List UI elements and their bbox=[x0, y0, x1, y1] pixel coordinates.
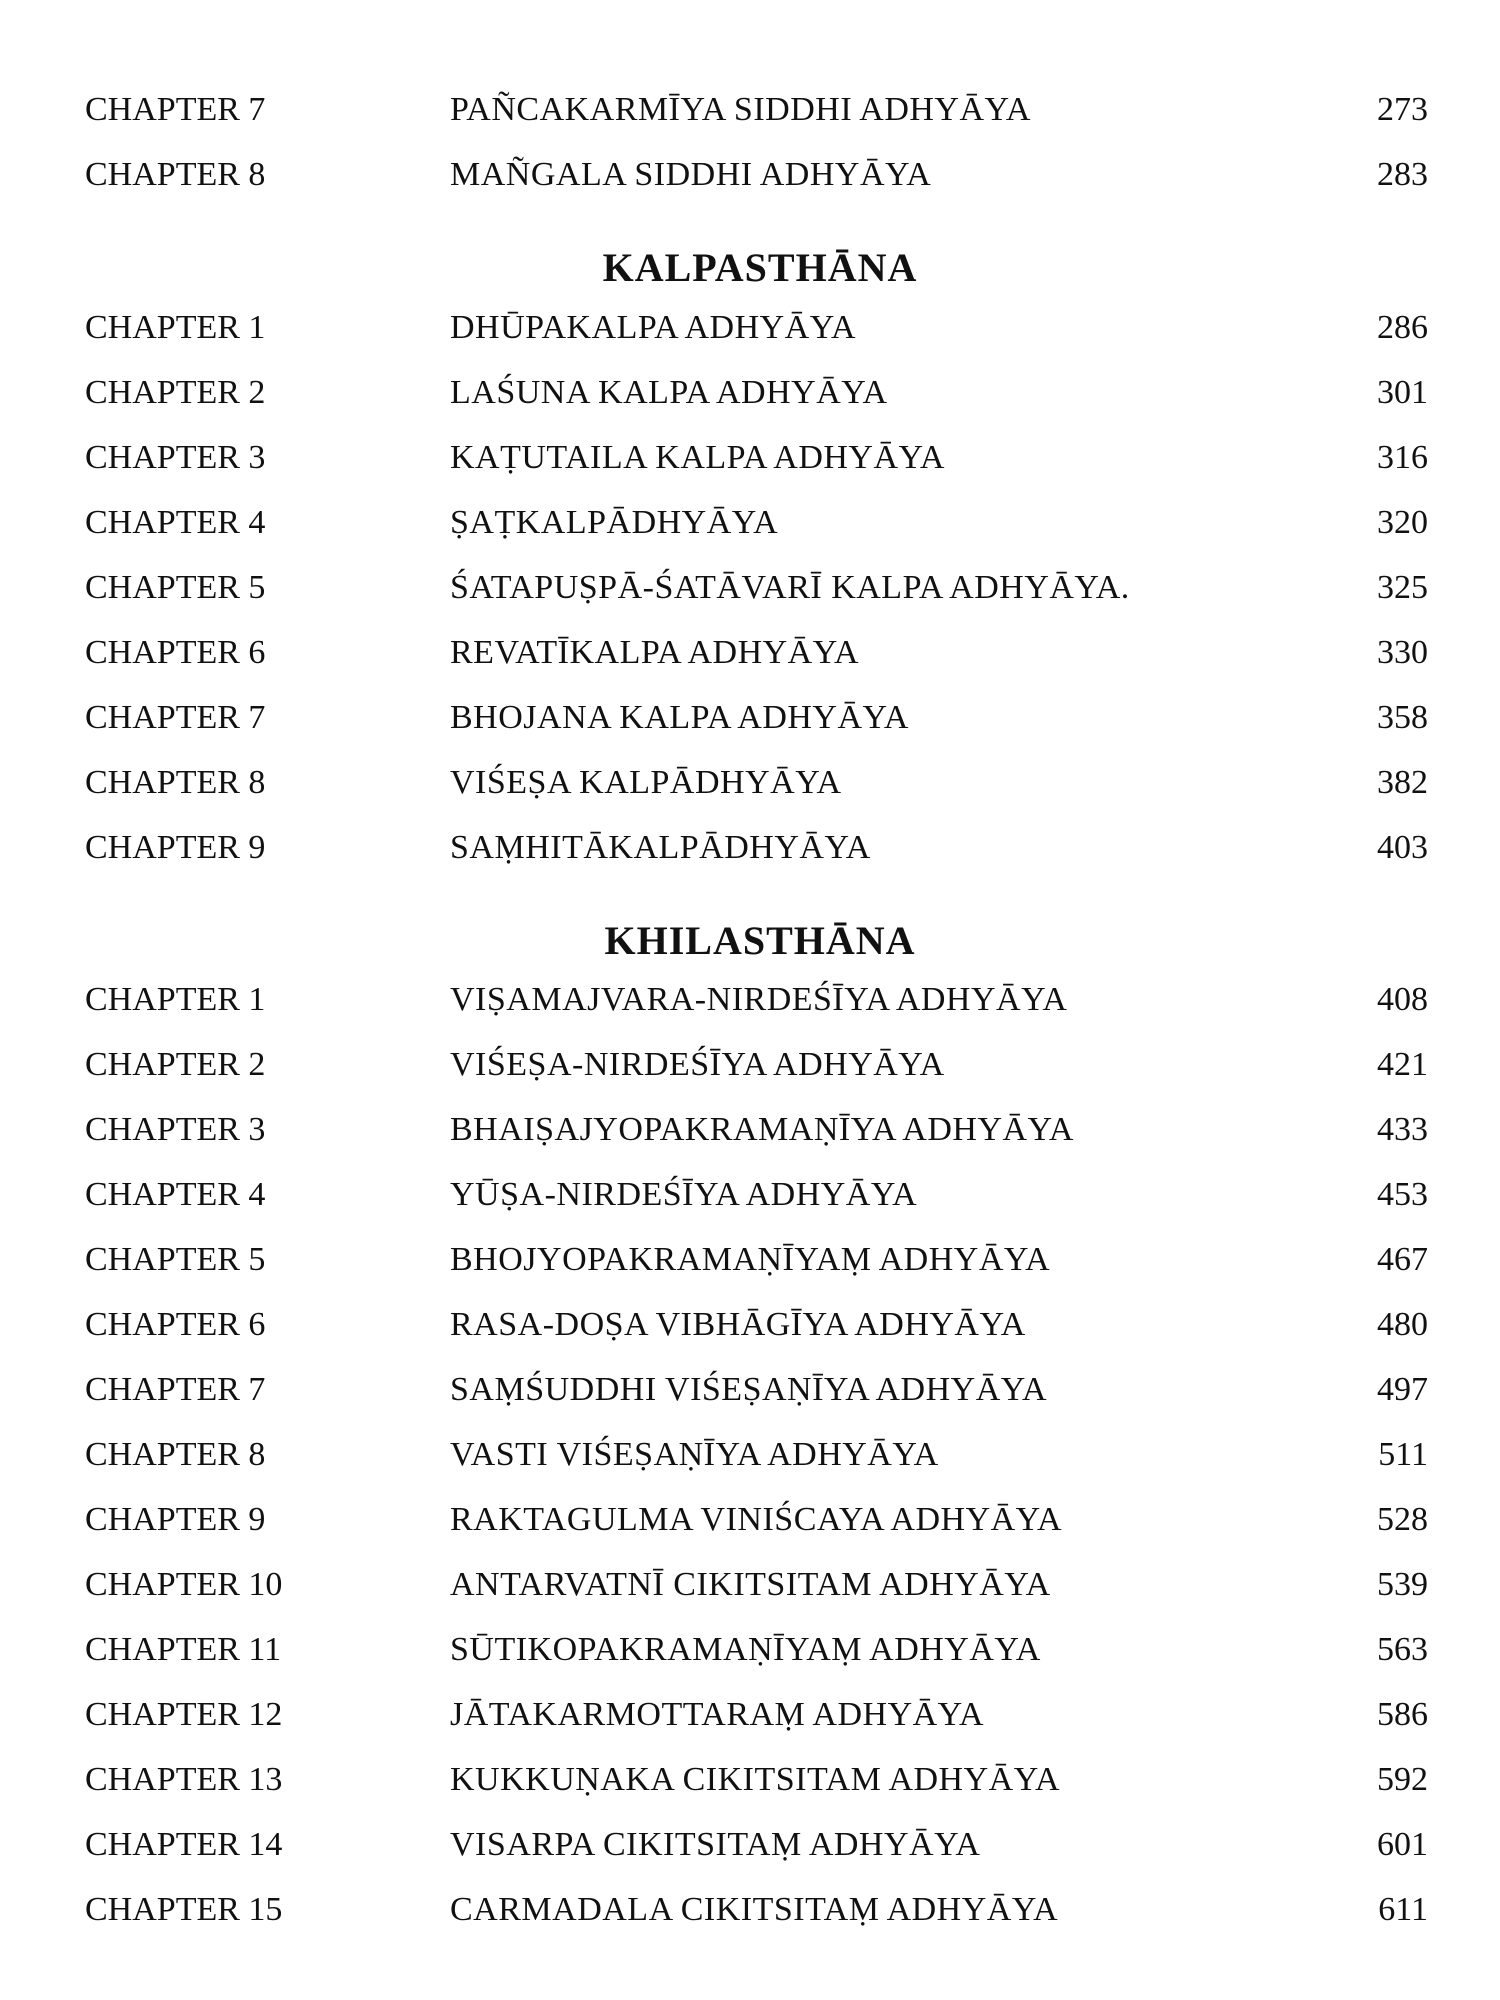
toc-row bbox=[0, 1815, 1500, 1875]
chapter-number: CHAPTER 8 bbox=[85, 1436, 266, 1473]
chapter-number: CHAPTER 4 bbox=[85, 504, 266, 541]
chapter-number: CHAPTER 6 bbox=[85, 634, 266, 671]
chapter-number: CHAPTER 12 bbox=[85, 1696, 283, 1733]
chapter-title: SAṂHITĀKALPĀDHYĀYA bbox=[450, 829, 871, 866]
toc-row bbox=[0, 623, 1500, 683]
chapter-title: BHOJANA KALPA ADHYĀYA bbox=[450, 699, 909, 736]
page-number: 316 bbox=[1377, 439, 1428, 476]
chapter-number: CHAPTER 5 bbox=[85, 1241, 266, 1278]
toc-row bbox=[0, 428, 1500, 488]
chapter-title: CARMADALA CIKITSITAṂ ADHYĀYA bbox=[450, 1891, 1059, 1928]
chapter-title: MAÑGALA SIDDHI ADHYĀYA bbox=[450, 156, 932, 193]
chapter-title: KAṬUTAILA KALPA ADHYĀYA bbox=[450, 439, 945, 476]
section-heading-khilasthana: KHILASTHĀNA bbox=[604, 918, 916, 963]
page-number: 467 bbox=[1377, 1241, 1428, 1278]
chapter-number: CHAPTER 4 bbox=[85, 1176, 266, 1213]
page-number: 403 bbox=[1377, 829, 1428, 866]
chapter-title: BHOJYOPAKRAMAṆĪYAṂ ADHYĀYA bbox=[450, 1241, 1051, 1278]
chapter-title: RAKTAGULMA VINIŚCAYA ADHYĀYA bbox=[450, 1501, 1063, 1538]
toc-row bbox=[0, 1360, 1500, 1420]
page-number: 283 bbox=[1377, 156, 1428, 193]
page-number: 320 bbox=[1377, 504, 1428, 541]
toc-row bbox=[0, 298, 1500, 358]
toc-row bbox=[0, 1100, 1500, 1160]
page-number: 325 bbox=[1377, 569, 1428, 606]
page-number: 563 bbox=[1377, 1631, 1428, 1668]
chapter-title: PAÑCAKARMĪYA SIDDHI ADHYĀYA bbox=[450, 91, 1031, 128]
page-number: 453 bbox=[1377, 1176, 1428, 1213]
toc-row bbox=[0, 1230, 1500, 1290]
page-number: 382 bbox=[1377, 764, 1428, 801]
page-number: 539 bbox=[1377, 1566, 1428, 1603]
page-number: 273 bbox=[1377, 91, 1428, 128]
chapter-number: CHAPTER 9 bbox=[85, 829, 266, 866]
chapter-title: RASA-DOṢA VIBHĀGĪYA ADHYĀYA bbox=[450, 1306, 1026, 1343]
page-number: 497 bbox=[1377, 1371, 1428, 1408]
chapter-title: ṢAṬKALPĀDHYĀYA bbox=[450, 504, 779, 541]
page-number: 286 bbox=[1377, 309, 1428, 346]
chapter-number: CHAPTER 8 bbox=[85, 764, 266, 801]
toc-row bbox=[0, 753, 1500, 813]
toc-row bbox=[0, 1490, 1500, 1550]
chapter-title: SŪTIKOPAKRAMAṆĪYAṂ ADHYĀYA bbox=[450, 1631, 1041, 1668]
page-number: 611 bbox=[1378, 1891, 1428, 1928]
chapter-number: CHAPTER 3 bbox=[85, 439, 266, 476]
toc-row bbox=[0, 818, 1500, 878]
toc-row bbox=[0, 363, 1500, 423]
page-number: 301 bbox=[1377, 374, 1428, 411]
chapter-number: CHAPTER 7 bbox=[85, 1371, 266, 1408]
chapter-title: VIŚEṢA KALPĀDHYĀYA bbox=[450, 764, 842, 801]
chapter-number: CHAPTER 5 bbox=[85, 569, 266, 606]
page-number: 330 bbox=[1377, 634, 1428, 671]
chapter-number: CHAPTER 13 bbox=[85, 1761, 283, 1798]
toc-row bbox=[0, 1555, 1500, 1615]
toc-row bbox=[0, 558, 1500, 618]
toc-row bbox=[0, 493, 1500, 553]
toc-row bbox=[0, 1685, 1500, 1745]
chapter-title: LAŚUNA KALPA ADHYĀYA bbox=[450, 374, 888, 411]
toc-row bbox=[0, 1295, 1500, 1355]
chapter-number: CHAPTER 1 bbox=[85, 309, 266, 346]
page-number: 601 bbox=[1377, 1826, 1428, 1863]
page-number: 528 bbox=[1377, 1501, 1428, 1538]
page-number: 511 bbox=[1378, 1436, 1428, 1473]
chapter-title: DHŪPAKALPA ADHYĀYA bbox=[450, 309, 857, 346]
chapter-title: VASTI VIŚEṢAṆĪYA ADHYĀYA bbox=[450, 1436, 939, 1473]
toc-row bbox=[0, 80, 1500, 140]
chapter-number: CHAPTER 10 bbox=[85, 1566, 283, 1603]
chapter-number: CHAPTER 8 bbox=[85, 156, 266, 193]
chapter-title: SAṂŚUDDHI VIŚEṢAṆĪYA ADHYĀYA bbox=[450, 1371, 1048, 1408]
chapter-number: CHAPTER 11 bbox=[85, 1631, 282, 1668]
chapter-number: CHAPTER 9 bbox=[85, 1501, 266, 1538]
chapter-number: CHAPTER 7 bbox=[85, 699, 266, 736]
chapter-title: VISARPA CIKITSITAṂ ADHYĀYA bbox=[450, 1826, 981, 1863]
page-number: 421 bbox=[1377, 1046, 1428, 1083]
page-number: 586 bbox=[1377, 1696, 1428, 1733]
toc-row bbox=[0, 1750, 1500, 1810]
chapter-number: CHAPTER 1 bbox=[85, 981, 266, 1018]
chapter-title: VIṢAMAJVARA-NIRDEŚĪYA ADHYĀYA bbox=[450, 981, 1068, 1018]
chapter-title: REVATĪKALPA ADHYĀYA bbox=[450, 634, 860, 671]
chapter-title: ANTARVATNĪ CIKITSITAM ADHYĀYA bbox=[450, 1566, 1051, 1603]
chapter-title: ŚATAPUṢPĀ-ŚATĀVARĪ KALPA ADHYĀYA. bbox=[450, 569, 1130, 606]
chapter-number: CHAPTER 6 bbox=[85, 1306, 266, 1343]
chapter-number: CHAPTER 14 bbox=[85, 1826, 283, 1863]
toc-row bbox=[0, 145, 1500, 205]
toc-row bbox=[0, 1880, 1500, 1940]
toc-row bbox=[0, 1620, 1500, 1680]
page-number: 358 bbox=[1377, 699, 1428, 736]
toc-row bbox=[0, 970, 1500, 1030]
chapter-title: BHAIṢAJYOPAKRAMAṆĪYA ADHYĀYA bbox=[450, 1111, 1074, 1148]
page-number: 592 bbox=[1377, 1761, 1428, 1798]
chapter-title: YŪṢA-NIRDEŚĪYA ADHYĀYA bbox=[450, 1176, 918, 1213]
section-heading-kalpasthana: KALPASTHĀNA bbox=[602, 245, 918, 290]
chapter-title: KUKKUṆAKA CIKITSITAM ADHYĀYA bbox=[450, 1761, 1061, 1798]
toc-row bbox=[0, 1165, 1500, 1225]
page-number: 480 bbox=[1377, 1306, 1428, 1343]
chapter-number: CHAPTER 2 bbox=[85, 374, 266, 411]
chapter-number: CHAPTER 2 bbox=[85, 1046, 266, 1083]
chapter-number: CHAPTER 15 bbox=[85, 1891, 283, 1928]
chapter-number: CHAPTER 3 bbox=[85, 1111, 266, 1148]
chapter-title: VIŚEṢA-NIRDEŚĪYA ADHYĀYA bbox=[450, 1046, 945, 1083]
toc-row bbox=[0, 1425, 1500, 1485]
chapter-number: CHAPTER 7 bbox=[85, 91, 266, 128]
toc-row bbox=[0, 688, 1500, 748]
page-number: 408 bbox=[1377, 981, 1428, 1018]
toc-row bbox=[0, 1035, 1500, 1095]
chapter-title: JĀTAKARMOTTARAṂ ADHYĀYA bbox=[450, 1696, 985, 1733]
page-number: 433 bbox=[1377, 1111, 1428, 1148]
